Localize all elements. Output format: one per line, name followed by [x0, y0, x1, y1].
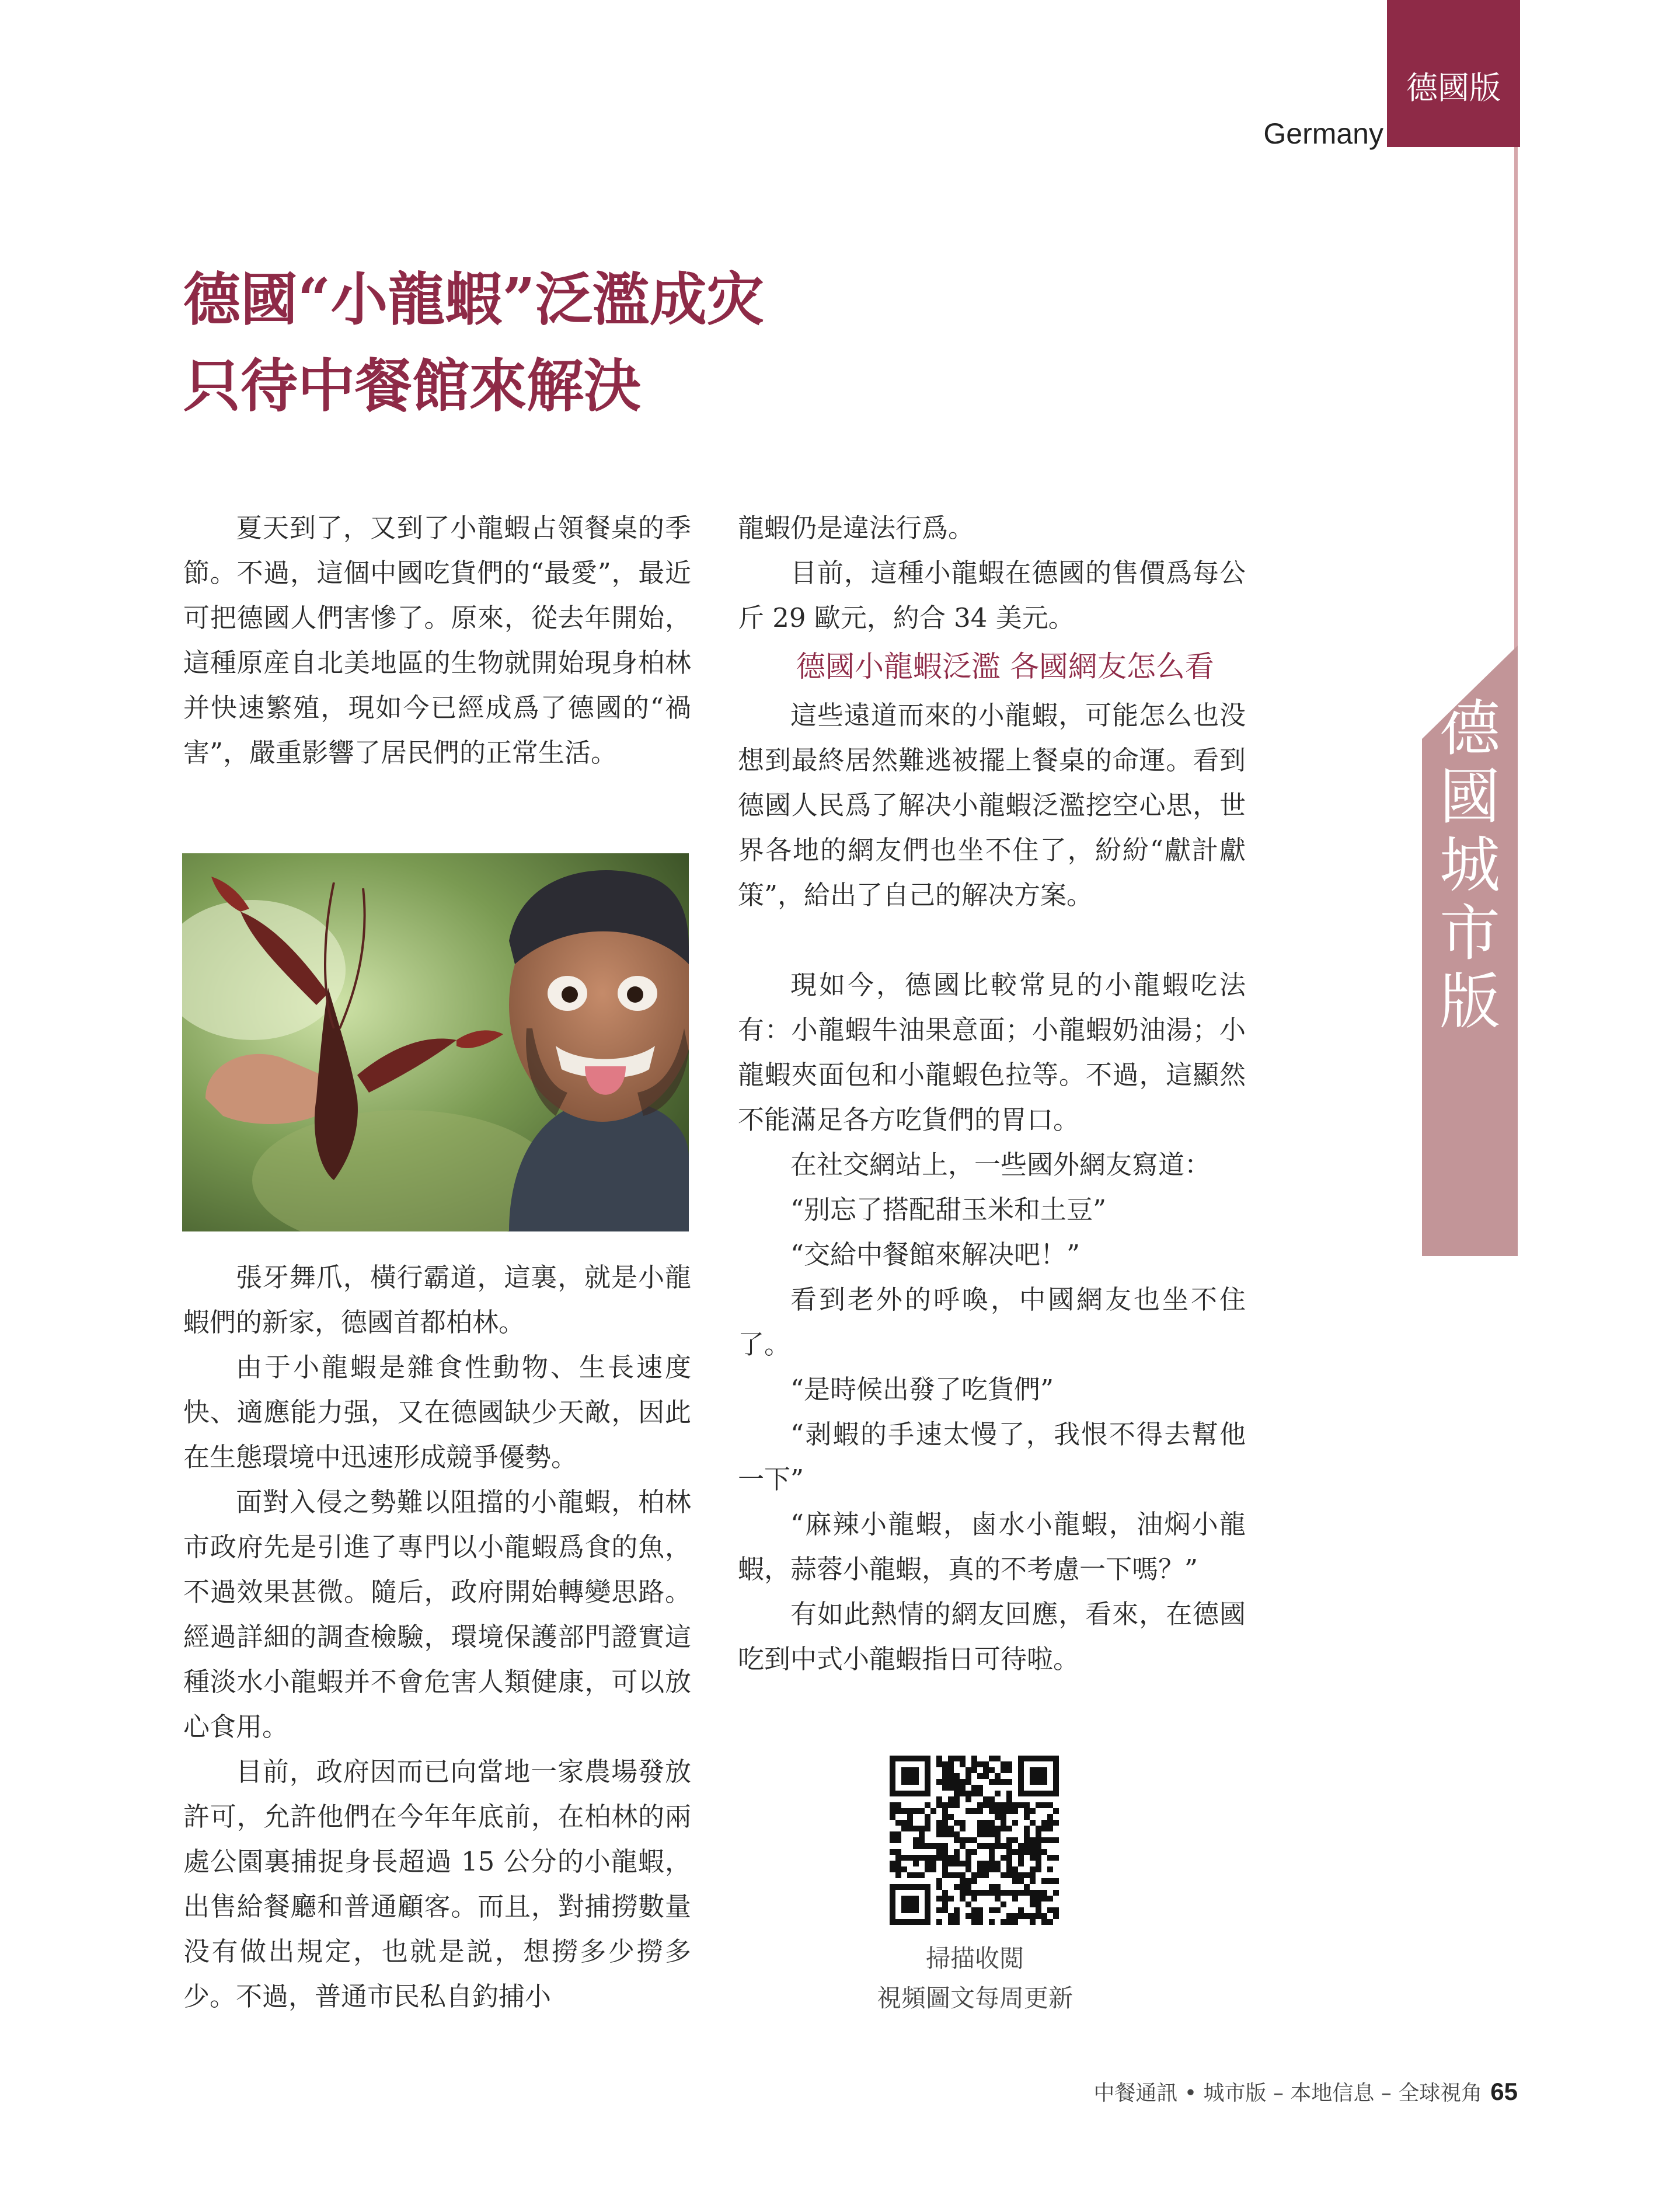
qr-caption: [823, 1939, 1127, 2018]
page-footer: [934, 2077, 1518, 2106]
qr-code-image: [890, 1756, 1059, 1925]
side-tab-char: 市: [1439, 898, 1500, 969]
qr-caption-line: 掃描收閲: [925, 1944, 1024, 1973]
photo-crayfish-man: [182, 853, 689, 1231]
paragraph: 在社交網站上，一些國外網友寫道：: [790, 1149, 1211, 1180]
paragraph: 現如今，德國比較常見的小龍蝦吃法有：小龍蝦牛油果意面；小龍蝦奶油湯；小龍蝦夾面包和小龍蝦色拉等。不過，這顯然不能滿足各方吃貨們的胃口。: [738, 969, 1246, 1135]
quote: “别忘了搭配甜玉米和土豆”: [790, 1194, 1107, 1225]
edition-tab: 德國版: [1387, 0, 1520, 147]
paragraph: 有如此熱情的網友回應，看來，在德國吃到中式小龍蝦指日可待啦。: [738, 1599, 1246, 1674]
column-left-top: [183, 505, 691, 775]
qr-code: [890, 1756, 1059, 1925]
paragraph: 看到老外的呼喚，中國網友也坐不住了。: [738, 1284, 1246, 1360]
paragraph: 面對入侵之勢難以阻擋的小龍蝦，柏林市政府先是引進了專門以小龍蝦爲食的魚，不過效果甚微。隨后，政府開始轉變思路。經過詳細的調查檢驗，環境保護部門證實這種淡水小龍蝦并不會危害人類健康，可以放心食用。: [183, 1487, 691, 1742]
article-photo: [182, 853, 689, 1231]
quote: “交給中餐館來解决吧！”: [790, 1239, 1081, 1270]
column-left-bottom: [183, 1255, 691, 2019]
quote: “剥蝦的手速太慢了，我恨不得去幫他一下”: [738, 1419, 1246, 1495]
paragraph: 目前，這種小龍蝦在德國的售價爲每公斤 29 歐元，約合 34 美元。: [738, 557, 1246, 633]
side-tab-char: 德: [1439, 693, 1500, 764]
title-line: 只待中餐館來解決: [183, 353, 642, 420]
side-tab-text: [1422, 695, 1518, 1036]
article-title: [183, 257, 942, 430]
paragraph: 龍蝦仍是違法行爲。: [738, 512, 975, 543]
footer-text: 中餐通訊 • 城市版 – 本地信息 – 全球視角: [1093, 2081, 1483, 2105]
paragraph: 夏天到了，又到了小龍蝦占領餐桌的季節。不過，這個中國吃貨們的“最愛”，最近可把德國人們害慘了。原來，從去年開始，這種原産自北美地區的生物就開始現身柏林并快速繁殖，現如今已經成爲了德國的“禍害”，嚴重影響了居民們的正常生活。: [183, 512, 691, 768]
qr-caption-line: 視頻圖文每周更新: [876, 1984, 1073, 2012]
paragraph: 這些遠道而來的小龍蝦，可能怎么也没想到最終居然難逃被擺上餐桌的命運。看到德國人民爲了解决小龍蝦泛濫挖空心思，世界各地的網友們也坐不住了，紛紛“獻計獻策”，給出了自己的解决方案。: [738, 700, 1246, 910]
quote: “是時候出發了吃貨們”: [790, 1374, 1054, 1405]
paragraph: 目前，政府因而已向當地一家農場發放許可，允許他們在今年年底前，在柏林的兩處公園裏捕捉身長超過 15 公分的小龍蝦，出售給餐廳和普通顧客。而且，對捕撈數量没有做出規定，也就是説，想撈多少撈多少。不過，普通市民私自釣捕小: [183, 1756, 691, 2012]
region-label: Germany: [1263, 117, 1383, 150]
quote: “麻辣小龍蝦，鹵水小龍蝦，油焖小龍蝦，蒜蓉小龍蝦，真的不考慮一下嗎？”: [738, 1509, 1246, 1585]
paragraph: 由于小龍蝦是雜食性動物、生長速度快、適應能力强，又在德國缺少天敵，因此在生態環境中迅速形成競爭優勢。: [183, 1352, 691, 1473]
page-number: 65: [1490, 2078, 1518, 2105]
side-tab-char: 版: [1439, 966, 1500, 1037]
title-line: 德國“小龍蝦”泛濫成灾: [183, 266, 764, 333]
side-tab-char: 國: [1439, 761, 1500, 832]
paragraph: 張牙舞爪，橫行霸道，這裏，就是小龍蝦們的新家，德國首都柏林。: [183, 1262, 691, 1338]
column-right: [738, 505, 1246, 1681]
side-tab-char: 城: [1439, 829, 1500, 901]
section-heading: 德國小龍蝦泛濫 各國網友怎么看: [796, 650, 1214, 683]
paragraph-spacer: [738, 917, 1246, 962]
